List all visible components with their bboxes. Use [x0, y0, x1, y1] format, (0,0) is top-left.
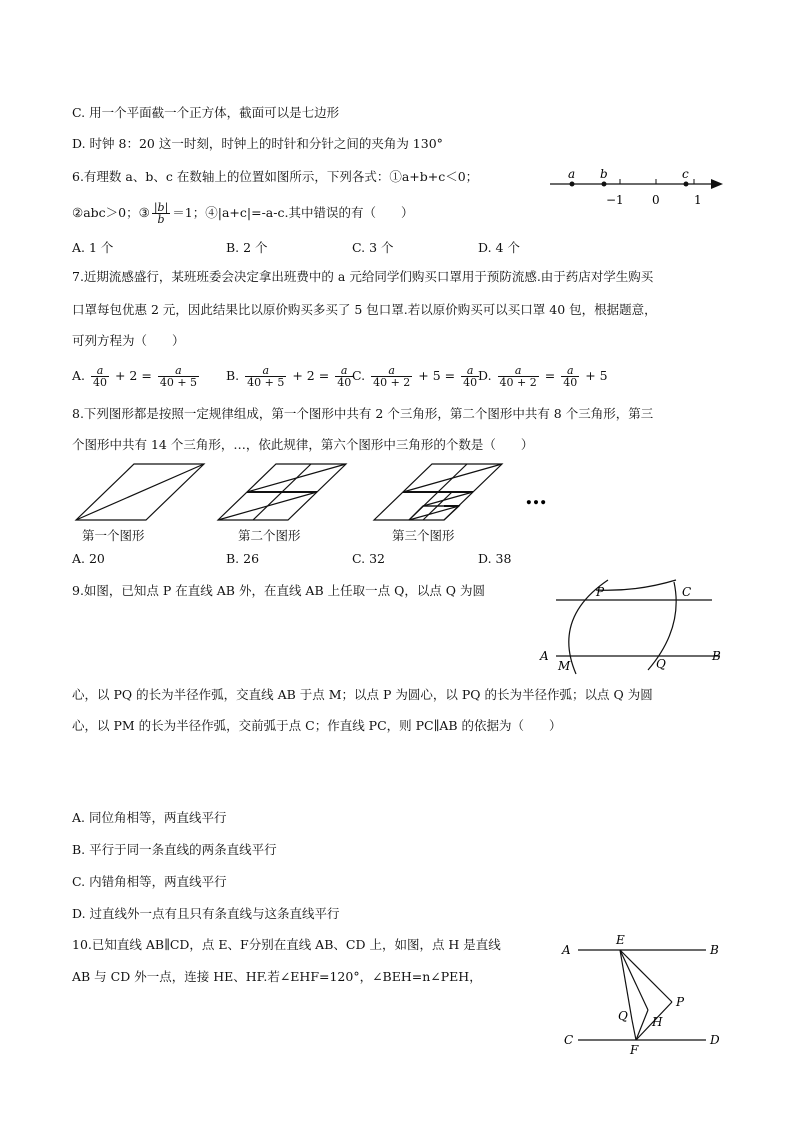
q7-c-num1: a [371, 365, 412, 377]
q8-figure-2 [218, 464, 346, 520]
q7-d-num2: a [561, 365, 579, 377]
q8-stem-line2: 个图形中共有 14 个三角形，…，依此规律，第六个图形中三角形的个数是（ ） [72, 437, 534, 452]
q7-b-den2: 40 [337, 376, 352, 389]
q7-option-b [226, 362, 355, 390]
q7-option-c [352, 362, 481, 390]
label-f: F [630, 1043, 639, 1057]
q8-figure-3 [374, 464, 502, 520]
q7-stem-line1: 7.近期流感盛行，某班班委会决定拿出班费中的 a 元给同学们购买口罩用于预防流感.由于药店对学生购买 [72, 269, 654, 284]
label-a: A [540, 649, 549, 663]
tick-label-0: 0 [652, 193, 660, 207]
label-p: P [596, 585, 605, 599]
q8-caption-1: 第一个图形 [82, 528, 145, 543]
label-h: H [652, 1015, 663, 1029]
q7-b-num2: a [335, 365, 353, 377]
q7-b-den1: 40 + 5 [247, 376, 285, 389]
q7-option-d-label: D. [478, 368, 492, 383]
q7-stem-line3: 可列方程为（ ） [72, 333, 185, 348]
label-c: C [564, 1033, 574, 1047]
q7-a-den1: 40 [93, 376, 107, 389]
q5-option-c: C. 用一个平面截一个正方体，截面可以是七边形 [72, 105, 340, 120]
q9-option-c: C. 内错角相等，两直线平行 [72, 874, 227, 889]
q9-stem-line3: 心，以 PM 的长为半径作弧，交前弧于点 C；作直线 PC，则 PC∥AB 的依据为（ ） [72, 718, 562, 733]
tick-label-1: 1 [694, 193, 702, 207]
q7-a-num2: a [158, 365, 199, 377]
q10-figure [560, 934, 730, 1058]
q6-option-d: D. 4 个 [478, 240, 520, 255]
q7-stem-line2: 口罩每包优惠 2 元，因此结果比以原价购买多买了 5 包口罩.若以原价购买可以买口罩 40 包，根据题意， [72, 302, 657, 317]
q6-stem-line1: 6.有理数 a、b、c 在数轴上的位置如图所示，下列各式：①a+b+c＜0； [72, 169, 479, 184]
q6-stem-part-a: ②abc＞0；③ [72, 205, 150, 220]
q8-caption-3: 第三个图形 [392, 528, 455, 543]
q8-option-b: B. 26 [226, 551, 260, 566]
q6-stem-line2 [72, 202, 413, 225]
label-c: C [682, 585, 692, 599]
label-a: A [562, 943, 571, 957]
q7-option-a [72, 362, 201, 390]
q7-option-c-label: C. [352, 368, 366, 383]
q7-c-den1: 40 + 2 [373, 376, 411, 389]
q6-option-c: C. 3 个 [352, 240, 394, 255]
q7-d-den2: 40 [563, 376, 578, 389]
q6-option-b: B. 2 个 [226, 240, 268, 255]
q7-d-num1: a [498, 365, 539, 377]
q6-stem-part-b: ＝1；④|a+c|=-a-c.其中错误的有（ ） [172, 205, 414, 220]
q7-option-a-label: A. [72, 368, 86, 383]
segment-eh [620, 950, 648, 1010]
q8-option-c: C. 32 [352, 551, 385, 566]
label-q: Q [618, 1009, 628, 1023]
q7-d-mid: = [544, 368, 556, 383]
q7-c-num2: a [461, 365, 479, 377]
q7-a-mid: + 2 = [114, 368, 152, 383]
point-c [684, 182, 689, 187]
q8-option-a: A. 20 [72, 551, 105, 566]
q7-b-mid: + 2 = [292, 368, 330, 383]
segment-qf [632, 1020, 636, 1040]
q9-stem-line1: 9.如图，已知点 P 在直线 AB 外，在直线 AB 上任取一点 Q，以点 Q 为圆 [72, 583, 486, 598]
number-line-arrow [711, 179, 723, 189]
q7-option-b-label: B. [226, 368, 240, 383]
q7-b-num1: a [245, 365, 286, 377]
q8-stem-line1: 8.下列图形都是按照一定规律组成，第一个图形中共有 2 个三角形，第二个图形中共有 8 个三角形，第三 [72, 406, 654, 421]
q7-a-num1: a [91, 365, 109, 377]
q10-stem-line1: 10.已知直线 AB∥CD，点 E、F分别在直线 AB、CD 上，如图，点 H 是直线 [72, 937, 501, 952]
q7-c-den2: 40 [463, 376, 478, 389]
q7-option-d [478, 362, 608, 390]
q7-c-mid: + 5 = [418, 368, 456, 383]
q7-d-den1: 40 + 2 [499, 376, 537, 389]
q7-a-den2: 40 + 5 [159, 376, 198, 389]
tick-label-minus1: −1 [606, 193, 624, 207]
q6-fraction [152, 202, 170, 225]
segment-fh [636, 1010, 648, 1040]
label-q: Q [656, 657, 666, 671]
q8-figure-1 [76, 464, 204, 520]
label-c: c [682, 167, 689, 181]
q5-option-d: D. 时钟 8：20 这一时刻，时钟上的时针和分针之间的夹角为 130° [72, 136, 443, 151]
label-b: B [712, 649, 721, 663]
q9-option-b: B. 平行于同一条直线的两条直线平行 [72, 842, 277, 857]
q8-figures [70, 460, 560, 526]
label-b: B [710, 943, 719, 957]
q8-option-d: D. 38 [478, 551, 512, 566]
q6-number-line-figure [548, 164, 728, 212]
q6-option-a: A. 1 个 [72, 240, 114, 255]
label-m: M [558, 659, 571, 673]
q8-ellipsis: … [525, 484, 547, 510]
point-a [570, 182, 575, 187]
label-p: P [676, 995, 685, 1009]
label-e: E [616, 934, 625, 947]
q7-d-tail: + 5 [585, 368, 608, 383]
q9-option-d: D. 过直线外一点有且只有条直线与这条直线平行 [72, 906, 340, 921]
q8-caption-2: 第二个图形 [238, 528, 301, 543]
label-a: a [568, 167, 576, 181]
q9-construction-figure [536, 578, 732, 678]
label-d: D [710, 1033, 720, 1047]
point-b [602, 182, 607, 187]
q10-stem-line2: AB 与 CD 外一点，连接 HE、HF.若∠EHF=120°，∠BEH=n∠PEH， [72, 969, 482, 984]
label-b: b [600, 167, 608, 181]
q6-fraction-denominator: b [157, 213, 165, 226]
q9-stem-line2: 心，以 PQ 的长为半径作弧，交直线 AB 于点 M；以点 P 为圆心，以 PQ 的长为半径作弧；以点 Q 为圆 [72, 687, 653, 702]
arc-from-p [596, 580, 676, 590]
q9-option-a: A. 同位角相等，两直线平行 [72, 810, 227, 825]
q6-fraction-numerator: |b| [153, 201, 169, 214]
